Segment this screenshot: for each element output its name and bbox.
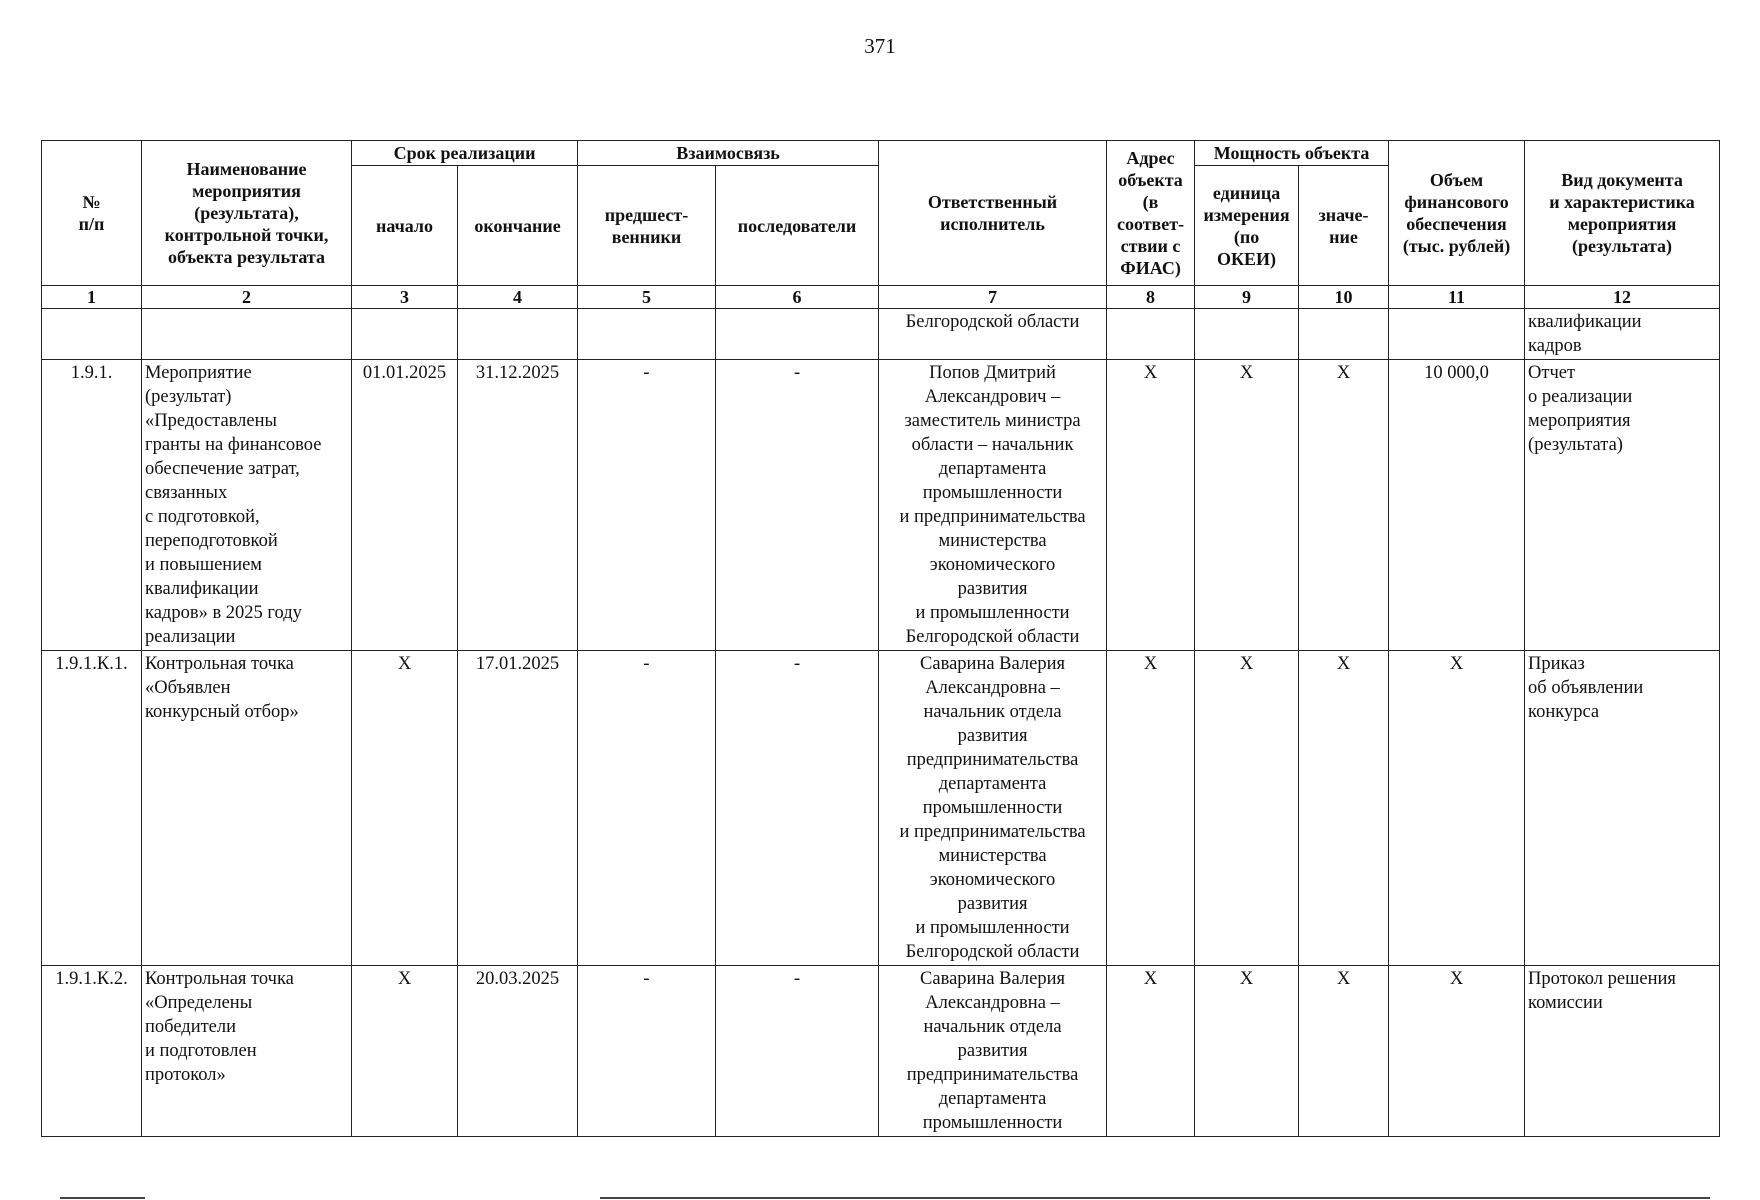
header-period-start: начало	[352, 166, 458, 286]
column-number: 2	[142, 286, 352, 309]
footer-rule-right	[600, 1197, 1710, 1199]
row-executor: Попов Дмитрий Александрович – заместитель министра области – начальник департамента промышленности и предпринимательства министерства экономического развития и промышленности Белгородской области	[879, 360, 1107, 651]
header-relation: Взаимосвязь	[578, 141, 879, 166]
header-capacity: Мощность объекта	[1195, 141, 1389, 166]
row-doc: Отчет о реализации мероприятия (результата)	[1525, 360, 1720, 651]
row-next: -	[716, 651, 879, 966]
row-name: Контрольная точка «Объявлен конкурсный отбор»	[142, 651, 352, 966]
header-period: Срок реализации	[352, 141, 578, 166]
row-executor: Саварина Валерия Александровна – начальник отдела развития предпринимательства департамента промышленности	[879, 966, 1107, 1137]
column-number: 11	[1389, 286, 1525, 309]
table-row	[42, 651, 1720, 966]
header-capacity-value: значе- ние	[1299, 166, 1389, 286]
row-end	[458, 309, 578, 360]
column-number: 5	[578, 286, 716, 309]
row-unit: X	[1195, 651, 1299, 966]
column-number: 3	[352, 286, 458, 309]
row-prev: -	[578, 651, 716, 966]
row-address: X	[1107, 966, 1195, 1137]
table-row	[42, 309, 1720, 360]
row-value: X	[1299, 360, 1389, 651]
page-number: 371	[864, 34, 896, 58]
column-number: 10	[1299, 286, 1389, 309]
row-prev: -	[578, 360, 716, 651]
row-start	[352, 309, 458, 360]
row-unit	[1195, 309, 1299, 360]
row-finance: X	[1389, 651, 1525, 966]
row-end: 17.01.2025	[458, 651, 578, 966]
row-address	[1107, 309, 1195, 360]
row-unit: X	[1195, 966, 1299, 1137]
column-number: 7	[879, 286, 1107, 309]
row-num: 1.9.1.К.1.	[42, 651, 142, 966]
row-num	[42, 309, 142, 360]
row-name: Контрольная точка «Определены победители и подготовлен протокол»	[142, 966, 352, 1137]
header-relation-next: последователи	[716, 166, 879, 286]
row-doc: Приказ об объявлении конкурса	[1525, 651, 1720, 966]
row-prev: -	[578, 966, 716, 1137]
header-num: № п/п	[42, 141, 142, 286]
footer-rule-left	[60, 1197, 145, 1199]
row-value: X	[1299, 966, 1389, 1137]
table-row	[42, 360, 1720, 651]
row-start: 01.01.2025	[352, 360, 458, 651]
column-number: 6	[716, 286, 879, 309]
row-finance: X	[1389, 966, 1525, 1137]
activity-plan-table	[41, 140, 1720, 1137]
row-next: -	[716, 966, 879, 1137]
header-address: Адрес объекта (в соответ- ствии с ФИАС)	[1107, 141, 1195, 286]
row-address: X	[1107, 360, 1195, 651]
column-number: 1	[42, 286, 142, 309]
column-number: 4	[458, 286, 578, 309]
row-next	[716, 309, 879, 360]
row-doc: Протокол решения комиссии	[1525, 966, 1720, 1137]
column-number: 8	[1107, 286, 1195, 309]
row-name: Мероприятие (результат) «Предоставлены гранты на финансовое обеспечение затрат, связанных с подготовкой, переподготовкой и повышением квалификации кадров» в 2025 году реализации	[142, 360, 352, 651]
row-prev	[578, 309, 716, 360]
row-executor: Саварина Валерия Александровна – начальник отдела развития предпринимательства департамента промышленности и предпринимательства министерства экономического развития и промышленности Белгородской области	[879, 651, 1107, 966]
header-relation-prev: предшест- венники	[578, 166, 716, 286]
row-next: -	[716, 360, 879, 651]
row-value: X	[1299, 651, 1389, 966]
row-unit: X	[1195, 360, 1299, 651]
header-executor: Ответственный исполнитель	[879, 141, 1107, 286]
header-capacity-unit: единица измерения (по ОКЕИ)	[1195, 166, 1299, 286]
row-start: X	[352, 966, 458, 1137]
header-doc-type: Вид документа и характеристика мероприятия (результата)	[1525, 141, 1720, 286]
column-number: 9	[1195, 286, 1299, 309]
row-num: 1.9.1.К.2.	[42, 966, 142, 1137]
header-finance: Объем финансового обеспечения (тыс. рублей)	[1389, 141, 1525, 286]
header-name: Наименование мероприятия (результата), контрольной точки, объекта результата	[142, 141, 352, 286]
column-number: 12	[1525, 286, 1720, 309]
row-num: 1.9.1.	[42, 360, 142, 651]
row-finance	[1389, 309, 1525, 360]
row-name	[142, 309, 352, 360]
header-period-end: окончание	[458, 166, 578, 286]
row-finance: 10 000,0	[1389, 360, 1525, 651]
row-executor: Белгородской области	[879, 309, 1107, 360]
row-doc: квалификации кадров	[1525, 309, 1720, 360]
row-address: X	[1107, 651, 1195, 966]
row-start: X	[352, 651, 458, 966]
table-row	[42, 966, 1720, 1137]
row-end: 20.03.2025	[458, 966, 578, 1137]
row-end: 31.12.2025	[458, 360, 578, 651]
row-value	[1299, 309, 1389, 360]
